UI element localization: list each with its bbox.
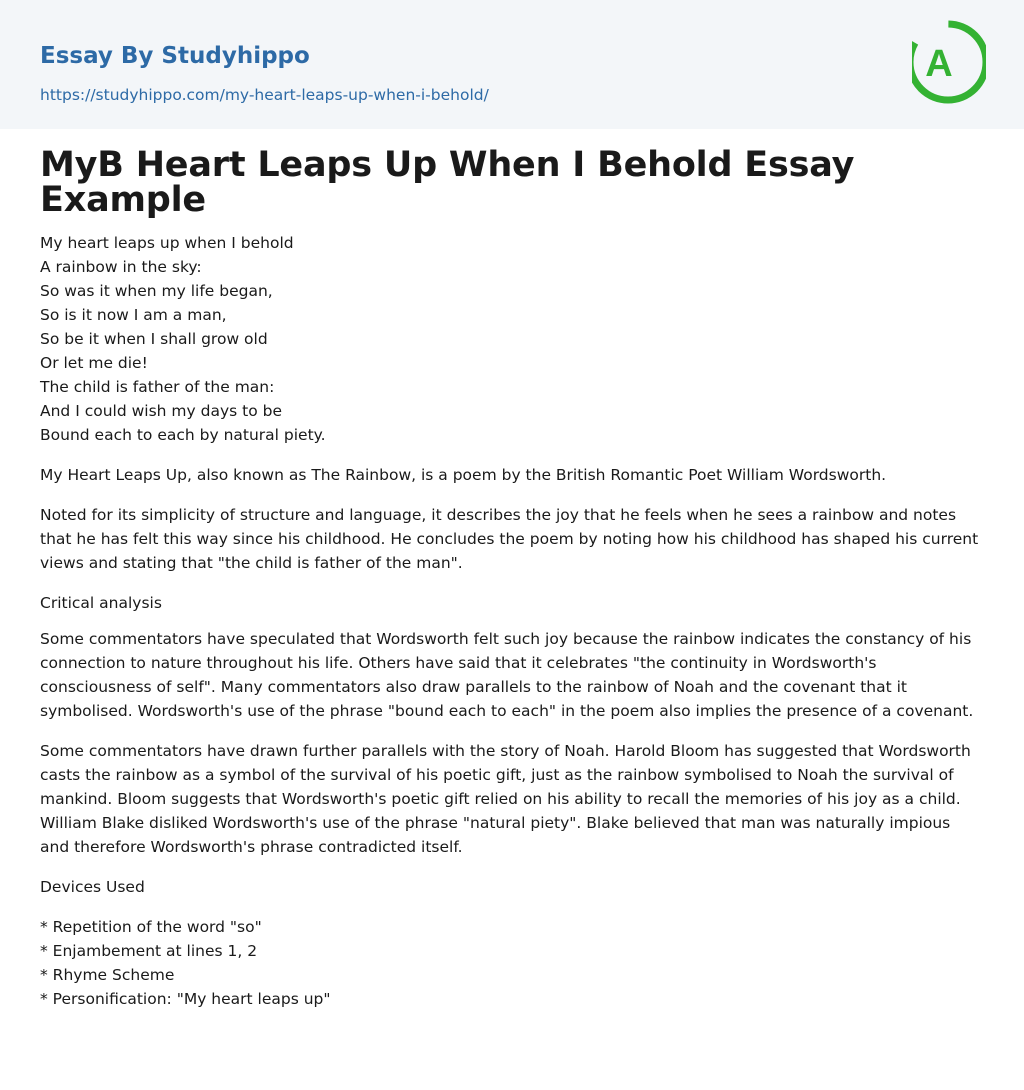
- list-item: * Personification: "My heart leaps up": [40, 990, 331, 1008]
- noah-paragraph: Some commentators have drawn further parallels with the story of Noah. Harold Bloom has suggested that Wordsworth casts the rainbow as a symbol of the survival of his poetic gift, just as the rainbow symbolised to Noah the survival of mankind. Bloom suggests that Wordsworth's poetic gift relied on his ability to recall the memories of his joy as a child. William Blake disliked Wordsworth's use of the phrase "natural piety". Blake believed that man was naturally impious and therefore Wordsworth's phrase contradicted itself.: [40, 742, 971, 856]
- section-heading-devices: Devices Used: [40, 878, 145, 896]
- essay-url-link[interactable]: https://studyhippo.com/my-heart-leaps-up-when-i-behold/: [40, 86, 489, 104]
- poem-line: And I could wish my days to be: [40, 402, 282, 420]
- list-item: * Rhyme Scheme: [40, 966, 175, 984]
- poem-line: A rainbow in the sky:: [40, 258, 202, 276]
- site-header: [0, 0, 1024, 129]
- devices-list: [40, 915, 984, 1011]
- list-item: * Repetition of the word "so": [40, 918, 262, 936]
- poem-line: Bound each to each by natural piety.: [40, 426, 326, 444]
- studyhippo-logo-icon[interactable]: [912, 20, 986, 106]
- poem-line: So is it now I am a man,: [40, 306, 227, 324]
- poem-line: My heart leaps up when I behold: [40, 234, 294, 252]
- poem-line: So be it when I shall grow old: [40, 330, 268, 348]
- page-title: MyB Heart Leaps Up When I Behold Essay Example: [40, 145, 855, 220]
- poem-line: Or let me die!: [40, 354, 148, 372]
- summary-paragraph: Noted for its simplicity of structure and language, it describes the joy that he feels when he sees a rainbow and notes that he has felt this way since his childhood. He concludes the poem by noting how his childhood has shaped his current views and stating that "the child is father of the man".: [40, 506, 979, 572]
- poem-line: So was it when my life began,: [40, 282, 273, 300]
- brand-title[interactable]: Essay By Studyhippo: [40, 43, 310, 69]
- intro-paragraph: My Heart Leaps Up, also known as The Rainbow, is a poem by the British Romantic Poet William Wordsworth.: [40, 466, 887, 484]
- essay-content: [40, 145, 984, 1011]
- poem-block: [40, 231, 984, 447]
- analysis-paragraph: Some commentators have speculated that Wordsworth felt such joy because the rainbow indicates the constancy of his connection to nature throughout his life. Others have said that it celebrates "the continuity in Wordsworth's consciousness of self". Many commentators also draw parallels to the rainbow of Noah and the covenant that it symbolised. Wordsworth's use of the phrase "bound each to each" in the poem also implies the presence of a covenant.: [40, 630, 974, 720]
- section-heading-critical-analysis: Critical analysis: [40, 594, 162, 612]
- logo-letter: A: [925, 43, 953, 85]
- poem-line: The child is father of the man:: [40, 378, 275, 396]
- list-item: * Enjambement at lines 1, 2: [40, 942, 258, 960]
